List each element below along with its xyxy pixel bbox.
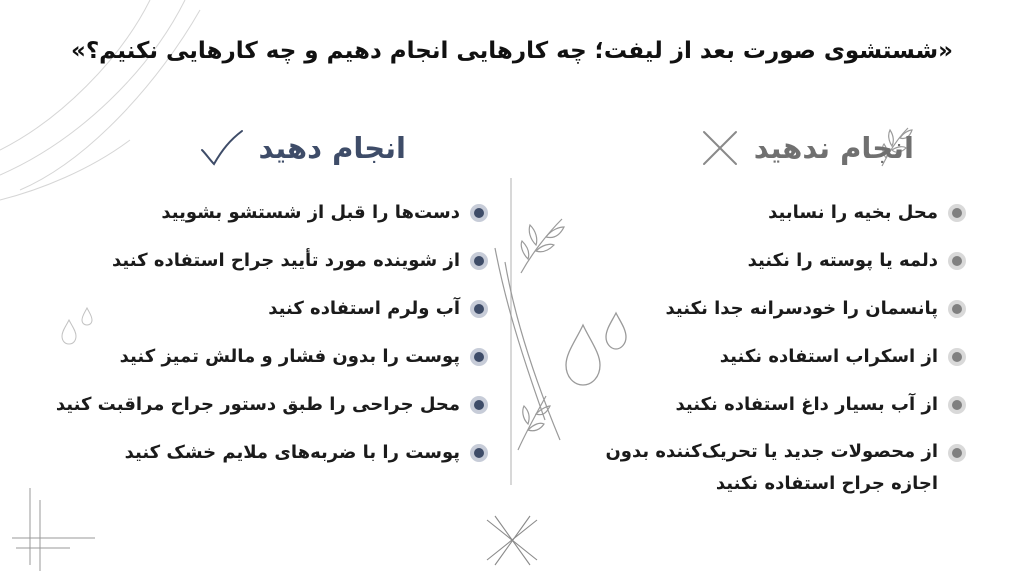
list-item	[556, 340, 966, 374]
do-list	[18, 196, 488, 484]
do-item-text: پوست را بدون فشار و مالش تمیز کنید	[119, 346, 460, 367]
list-item	[18, 388, 488, 422]
dont-item-text: پانسمان را خودسرانه جدا نکنید	[665, 298, 938, 319]
bullet-icon	[470, 204, 488, 222]
do-item-text: دست‌ها را قبل از شستشو بشویید	[161, 202, 460, 223]
list-item	[18, 340, 488, 374]
bullet-icon	[948, 300, 966, 318]
leaf-icon	[512, 392, 552, 452]
list-item	[18, 436, 488, 470]
bullet-icon	[470, 444, 488, 462]
dont-item-text: از محصولات جدید یا تحریک‌کننده بدون اجازه جراح استفاده نکنید	[605, 441, 938, 494]
dont-item-text: محل بخیه را نسابید	[768, 202, 938, 223]
bullet-icon	[470, 396, 488, 414]
bullet-icon	[948, 204, 966, 222]
list-item	[556, 196, 966, 230]
do-item-text: آب ولرم استفاده کنید	[268, 298, 460, 319]
dont-item-text: از آب بسیار داغ استفاده نکنید	[675, 394, 938, 415]
list-item	[18, 244, 488, 278]
bullet-icon	[470, 300, 488, 318]
do-heading	[198, 128, 406, 168]
checkmark-icon	[198, 128, 244, 168]
page-title: «شستشوی صورت بعد از لیفت؛ چه کارهایی انجام دهیم و چه کارهایی نکنیم؟»	[70, 38, 954, 64]
bullet-icon	[948, 444, 966, 462]
dont-heading	[700, 128, 914, 168]
dont-heading-label: انجام ندهید	[753, 131, 914, 165]
list-item	[18, 196, 488, 230]
bullet-icon	[948, 252, 966, 270]
dont-item-text: دلمه یا پوسته را نکنید	[747, 250, 938, 271]
list-item	[18, 292, 488, 326]
bullet-icon	[470, 348, 488, 366]
cross-icon	[700, 128, 740, 168]
bullet-icon	[948, 348, 966, 366]
list-item	[556, 292, 966, 326]
do-item-text: از شوینده مورد تأیید جراح استفاده کنید	[112, 250, 460, 271]
bullet-icon	[948, 396, 966, 414]
do-item-text: پوست را با ضربه‌های ملایم خشک کنید	[124, 442, 460, 463]
list-item	[556, 436, 966, 500]
do-item-text: محل جراحی را طبق دستور جراح مراقبت کنید	[55, 394, 460, 415]
do-heading-label: انجام دهید	[258, 131, 406, 165]
dont-item-text: از اسکراب استفاده نکنید	[719, 346, 938, 367]
list-item	[556, 388, 966, 422]
dont-list	[556, 196, 966, 514]
list-item	[556, 244, 966, 278]
bullet-icon	[470, 252, 488, 270]
